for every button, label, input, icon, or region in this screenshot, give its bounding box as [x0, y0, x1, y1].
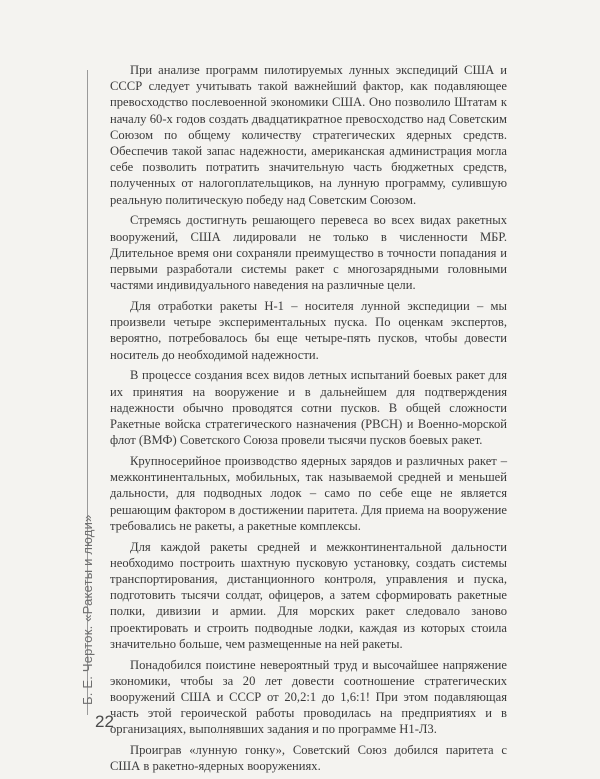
paragraph-6: Для каждой ракеты средней и межконтинентальной дальности необходимо построить шахтную пусковую установку, создать системы транспортирования, дистанционного контроля, управления и пуска, подготовить тысячи солдат, офицеров, а затем сформировать ракетные полки, дивизии и армии. Для морских ракет следовало заново проектировать и строить подводные лодки, каждая из которых стоила значительно больше, чем размещенные на ней ракеты. [110, 539, 507, 651]
body-text [110, 62, 507, 779]
running-head: Б. Е. Черток. «Ракеты и люди» [80, 514, 95, 705]
paragraph-3: Для отработки ракеты Н-1 – носителя лунной экспедиции – мы произвели четыре экспериментальных пуска. По оценкам экспертов, вероятно, потребовалось бы еще четыре-пять пусков, чтобы довести носитель до необходимой надежности. [110, 299, 507, 362]
paragraph-8: Проиграв «лунную гонку», Советский Союз добился паритета с США в ракетно-ядерных вооружениях. [110, 743, 507, 774]
paragraph-4: В процессе создания всех видов летных испытаний боевых ракет для их принятия на вооружение и в дальнейшем для подтверждения надежности обычно проводятся сотни пусков. В общей сложности Ракетные войска стратегического назначения (РВСН) и Военно-морской флот (ВМФ) Советского Союза провели тысячи пусков боевых ракет. [110, 368, 507, 448]
paragraph-7: Понадобился поистине невероятный труд и высочайшее напряжение экономики, чтобы за 20 лет довести соотношение стратегических вооружений США и СССР от 20,2:1 до 1,6:1! При этом подавляющая часть этой героической работы проводилась на предприятиях и в организациях, выполнявших задания и по программе Н1-Л3. [110, 657, 507, 737]
paragraph-5: Крупносерийное производство ядерных зарядов и различных ракет – межконтинентальных, мобильных, так называемой средней и меньшей дальности, для подводных лодок – само по себе еще не является решающим фактором в достижении паритета. Для приема на вооружение требовались не ракеты, а ракетные комплексы. [110, 454, 507, 533]
page-number: 22 [95, 712, 114, 731]
paragraph-1: При анализе программ пилотируемых лунных экспедиций США и СССР следует учитывать такой важнейший фактор, как подавляющее превосходство послевоенной экономики США. Оно позволило Штатам к началу 60-х годов создать двадцатикратное превосходство над Советским Союзом по общему количеству стратегических ядерных средств. Обеспечив такой запас надежности, американская администрация могла себе позволить потратить значительную часть бюджетных средств, полученных от налогоплательщиков, на лунную программу, сулившую реальную политическую победу над Советским Союзом. [110, 63, 507, 207]
paragraph-2: Стремясь достигнуть решающего перевеса во всех видах ракетных вооружений, США лидировали не только в численности МБР. Длительное время они сохраняли преимущество в точности попадания и первыми разработали системы ракет с многозарядными головными частями индивидуального наведения на различные цели. [110, 213, 507, 293]
